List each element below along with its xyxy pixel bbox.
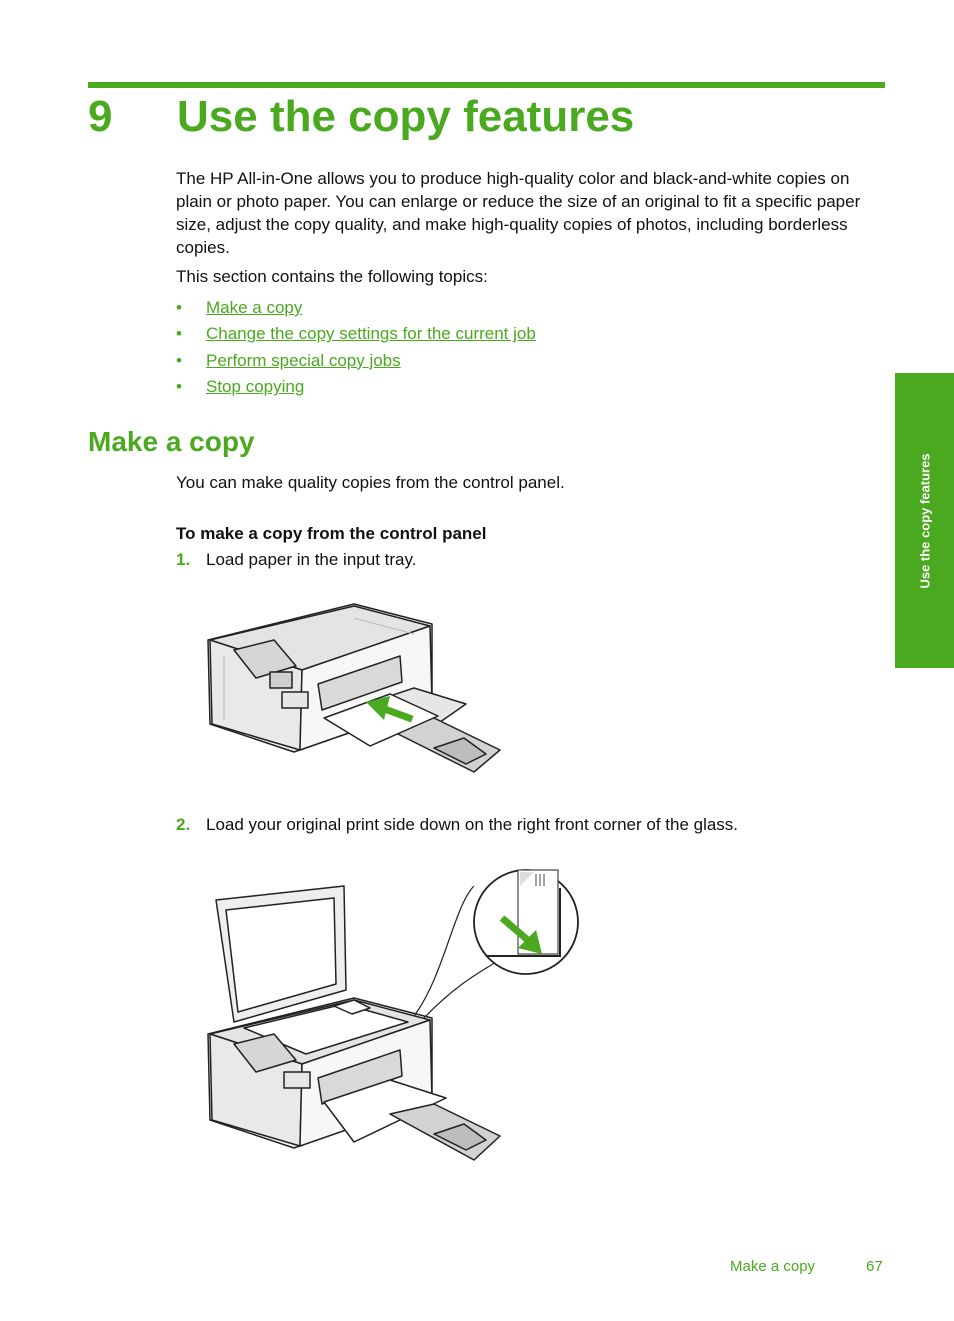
list-item <box>176 349 536 375</box>
topic-link-special-copy-jobs[interactable]: Perform special copy jobs <box>206 350 401 370</box>
chapter-number: 9 <box>88 92 113 141</box>
bullet: • <box>176 377 182 397</box>
topic-link-change-copy-settings[interactable]: Change the copy settings for the current job <box>206 324 536 344</box>
intro-paragraph: The HP All-in-One allows you to produce high-quality color and black-and-white copies on plain or photo paper. You can enlarge or reduce the size of an original to fit a specific paper size, adjust the copy quality, and make high-quality copies of photos, including borderless copies. <box>176 169 861 257</box>
footer-section-name: Make a copy <box>730 1258 816 1275</box>
side-tab-label: Use the copy features <box>917 452 932 589</box>
topics-intro: This section contains the following topics: <box>176 267 488 286</box>
step-number: 1. <box>176 550 191 569</box>
topic-link-stop-copying[interactable]: Stop copying <box>206 377 305 397</box>
bullet: • <box>176 324 182 344</box>
chapter-side-tab <box>895 373 954 668</box>
topic-link-make-a-copy[interactable]: Make a copy <box>206 298 303 317</box>
step-2 <box>176 813 738 836</box>
step-number: 2. <box>176 815 191 834</box>
bullet: • <box>176 350 182 370</box>
step-text: Load paper in the input tray. <box>206 550 417 569</box>
printer-glass-original-illustration <box>204 866 584 1166</box>
bullet: • <box>176 298 182 317</box>
step-1 <box>176 548 416 571</box>
chapter-title-text: Use the copy features <box>177 92 635 141</box>
list-item <box>176 296 536 322</box>
topics-list <box>176 296 536 402</box>
procedure-title: To make a copy from the control panel <box>176 524 487 543</box>
step-text: Load your original print side down on the right front corner of the glass. <box>206 815 739 834</box>
list-item <box>176 322 536 348</box>
printer-load-paper-illustration <box>204 600 504 776</box>
footer-page-number: 67 <box>866 1258 883 1275</box>
chapter-title <box>88 88 634 146</box>
section-title: Make a copy <box>88 426 255 457</box>
list-item <box>176 375 536 401</box>
section-intro: You can make quality copies from the control panel. <box>176 473 565 492</box>
